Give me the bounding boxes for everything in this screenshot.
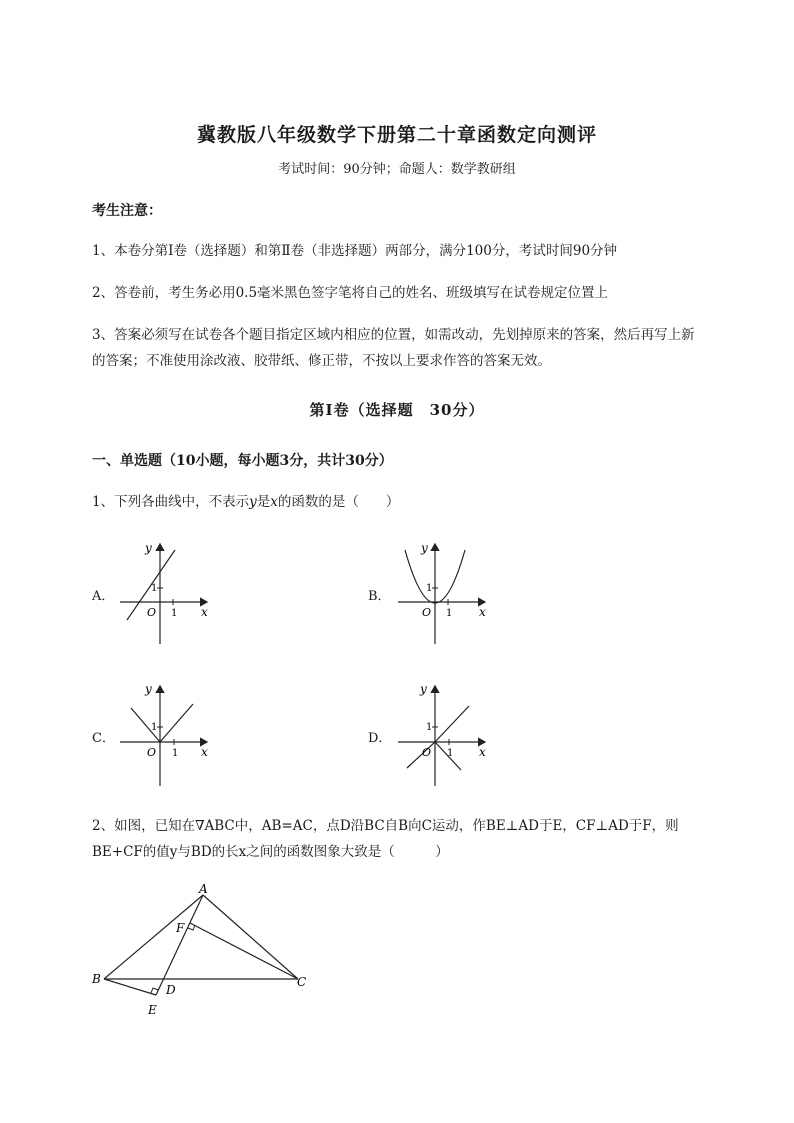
page-title: 冀教版八年级数学下册第二十章函数定向测评: [196, 124, 597, 146]
question-2-line-1: 2、如图，已知在∇ABC中，AB=AC，点D沿BC自B向C运动，作BE⊥AD于E，CF⊥AD于F，则: [92, 818, 679, 834]
y-axis-label: y: [421, 541, 428, 555]
q1-prefix: 1、下列各曲线中，不表示: [92, 494, 250, 510]
q1-suffix: 的函数的是（ ）: [277, 494, 400, 510]
question-2-line-2: BE+CF的值y与BD的长x之间的函数图象大致是（ ）: [92, 844, 449, 860]
y-tick-label: 1: [151, 583, 158, 594]
part-title: 一、单选题（10小题，每小题3分，共计30分）: [92, 453, 393, 469]
point-e-label: E: [148, 1003, 157, 1017]
option-b-label: B．: [368, 589, 391, 604]
y-tick-label: 1: [151, 722, 158, 733]
vertex-c-label: C: [297, 975, 307, 989]
question-1-stem: [92, 489, 399, 515]
origin-label: O: [422, 746, 432, 759]
notice-item-1: 1、本卷分第I卷（选择题）和第Ⅱ卷（非选择题）两部分，满分100分，考试时间90分钟: [92, 243, 618, 259]
option-d-label: D．: [368, 731, 392, 746]
option-a-graph: [115, 538, 215, 648]
y-tick-label: 1: [426, 722, 433, 733]
x-tick-label: 1: [446, 608, 453, 619]
origin-label: O: [422, 606, 432, 619]
y-axis-label: y: [420, 682, 427, 696]
x-tick-label: 1: [447, 748, 454, 759]
option-b-graph: [393, 538, 493, 648]
origin-label: O: [147, 606, 157, 619]
x-axis-label: x: [479, 605, 486, 619]
notice-item-2: 2、答卷前，考生务必用0.5毫米黑色签字笔将自己的姓名、班级填写在试卷规定位置上: [92, 285, 609, 301]
x-axis-label: x: [201, 745, 208, 759]
notice-heading: 考生注意：: [92, 203, 162, 219]
side-ab: [104, 895, 203, 979]
x-tick-label: 1: [172, 748, 179, 759]
point-f-label: F: [176, 921, 185, 935]
vertex-b-label: B: [92, 972, 101, 986]
q1-var-x: x: [270, 494, 278, 510]
x-axis-label: x: [479, 745, 486, 759]
y-axis-label: y: [145, 682, 152, 696]
absolute-value-curve: [131, 704, 193, 742]
vertex-a-label: A: [199, 882, 208, 896]
section-title: 第I卷（选择题 30分）: [309, 401, 485, 419]
x-tick-label: 1: [171, 608, 178, 619]
y-axis-label: y: [145, 541, 152, 555]
ray-line-up: [407, 706, 469, 768]
origin-label: O: [147, 746, 157, 759]
q1-var-y: y: [249, 494, 257, 510]
option-c-graph: [115, 680, 215, 790]
y-tick-label: 1: [426, 583, 433, 594]
line-ae: [156, 895, 203, 995]
option-a-label: A．: [92, 589, 115, 604]
point-d-label: D: [166, 983, 176, 997]
option-c-label: C．: [92, 731, 115, 746]
segment-be: [104, 979, 156, 995]
option-d-graph: [393, 680, 493, 790]
exam-info: 考试时间：90分钟；命题人：数学教研组: [278, 162, 516, 177]
triangle-figure: [88, 882, 328, 1022]
q1-mid: 是: [256, 494, 271, 510]
notice-item-3: 3、答案必须写在试卷各个题目指定区域内相应的位置，如需改动，先划掉原来的答案，然后再写上新: [92, 327, 695, 343]
notice-item-3-cont: 的答案；不准使用涂改液、胶带纸、修正带，不按以上要求作答的答案无效。: [92, 353, 551, 369]
x-axis-label: x: [201, 605, 208, 619]
